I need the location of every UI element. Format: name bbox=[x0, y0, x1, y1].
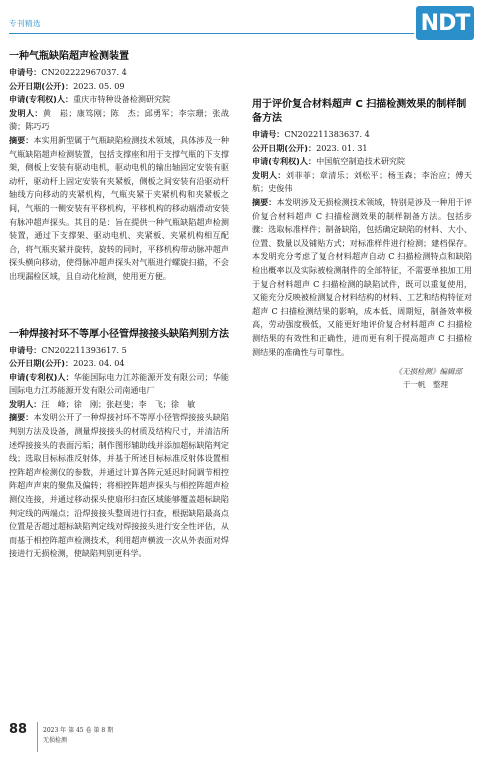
application-number: 申请号：CN202211383637. 4 bbox=[252, 129, 370, 139]
article-3 bbox=[252, 98, 472, 359]
left-column bbox=[9, 50, 229, 561]
section-label: 专刊精选 bbox=[9, 19, 41, 28]
right-column bbox=[252, 50, 472, 391]
footer-info bbox=[43, 726, 113, 746]
publication-date: 公开日期(公开)：2023. 05. 09 bbox=[9, 80, 125, 91]
publication-date: 公开日期(公开)：2023. 04. 04 bbox=[9, 358, 125, 369]
abstract: 摘要：本发明涉及无损检测技术领域，特别是涉及一种用于评价复合材料超声 C 扫描检测效果的制样制备方法。包括步骤：选取标准样件；制备缺陷，包括确定缺陷的材料、大小、位置、数量以及铺贴方式；对标准样件进行检测；建档保存。本发明充分考虑了复合材料超声自动 C 扫描检测特点和缺陷检出概率以及实际被检测制件的全部特征，不需要单独加工用于复合材料超声 C 扫描检测的缺陷试件，既可以重复使用，又能充分反映被检测复合材料结构的材料、工艺和结构特征对超声 C 扫描检测结果的影响，成本低、周期短，制备效率极高，劳动强度极低，又能更好地评价复合材料超声 C 扫描检测结果的有效性和正确性，进而更有利于提高超声 C 扫描检测结果的准确性与可靠性。 bbox=[252, 196, 472, 357]
journal-name: 无损检测 bbox=[43, 737, 68, 744]
footer-divider bbox=[37, 722, 38, 752]
application-number: 申请号：CN202222967037. 4 bbox=[9, 67, 127, 77]
applicant: 申请(专利权)人：华能国际电力江苏能源开发有限公司；华能国际电力江苏能源开发有限公司南通电厂 bbox=[9, 371, 229, 396]
ndt-logo bbox=[416, 6, 474, 40]
compiler-credit: 于一帆 整理 bbox=[403, 380, 448, 390]
applicant: 申请(专利权)人：重庆市特种设备检测研究院 bbox=[9, 94, 171, 105]
article-title: 用于评价复合材料超声 C 扫描检测效果的制样制备方法 bbox=[252, 99, 467, 124]
page-number: 88 bbox=[9, 722, 28, 737]
inventors: 发明人：刘菲菲；章清乐；刘松平；杨玉森；李治应；傅天航；史俊伟 bbox=[252, 169, 472, 194]
inventors: 发明人：汪 峰；徐 刚；张赵斐；李 飞；徐 敏 bbox=[9, 398, 196, 409]
inventors: 发明人：黄 崧；康笃刚；陈 杰；邱勇军；李宗珊；张战漪；陈巧巧 bbox=[9, 107, 229, 132]
applicant: 申请(专利权)人：中国航空制造技术研究院 bbox=[252, 156, 406, 167]
application-number: 申请号：CN202211393617. 5 bbox=[9, 344, 127, 355]
article-2 bbox=[9, 328, 229, 562]
article-title: 一种焊接衬环不等厚小径管焊接接头缺陷判别方法 bbox=[9, 328, 229, 340]
issue-info: 2023 年 第 45 卷 第 8 期 bbox=[43, 727, 114, 734]
editor-credit: 《无损检测》编辑部 bbox=[394, 367, 462, 377]
page-header bbox=[0, 0, 480, 46]
abstract: 摘要：本实用新型属于气瓶缺陷检测技术领域，具体涉及一种气瓶缺陷超声检测装置，包括支撑座和用于支撑气瓶的下支撑架，侧板上安装有驱动电机，驱动电机的输出轴固定安装有驱动杆，驱动杆上固定安装有夹紧板，侧板之间安装有沿驱动杆轴线方向移动的夹紧机构，气瓶夹紧于夹紧机构和夹紧板之间，气瓶的一侧安装有平移机构，平移机构的移动端滑动安装有脉冲超声探头。其目的是：旨在提供一种气瓶缺陷超声检测装置，通过下支撑架、驱动电机、夹紧板、夹紧机构相互配合，将气瓶夹紧并旋转，旋转的同时，平移机构带动脉冲超声探头横向移动，使得脉冲超声探头对气瓶进行螺旋扫描，不会出现漏检区域，且自动化检测，使用更方便。 bbox=[9, 134, 229, 281]
publication-date: 公开日期(公开)：2023. 01. 31 bbox=[252, 142, 368, 153]
article-1 bbox=[9, 50, 229, 284]
article-title: 一种气瓶缺陷超声检测装置 bbox=[9, 51, 129, 62]
header-rule bbox=[9, 33, 414, 34]
logo-text: NDT bbox=[420, 10, 470, 36]
abstract: 摘要：本发明公开了一种焊接衬环不等厚小径管焊接接头缺陷判别方法及设备，测量焊接接头的材质及结构尺寸，并清洁所述焊接接头的表面污垢；制作图形辅助线并添加超标缺陷判定线；选取目标标准反射体，并基于所述目标标准反射体设置相控阵超声检测仪的参数，并通过计算各阵元延迟时间调节相控阵超声声束的聚焦及偏转；将相控阵超声探头与相控阵超声检测仪连接，并通过移动探头使扇形扫查区域能够覆盖超标缺陷判定线的两端点；沿焊接接头整周进行扫查，根据缺陷最高点位置是否超过超标缺陷判定线对焊接接头进行安全性评估，从而基于相控阵超声检测技术，利用超声横波一次从外表面对焊接进行无损检测，使缺陷判别更科学。 bbox=[9, 412, 229, 559]
